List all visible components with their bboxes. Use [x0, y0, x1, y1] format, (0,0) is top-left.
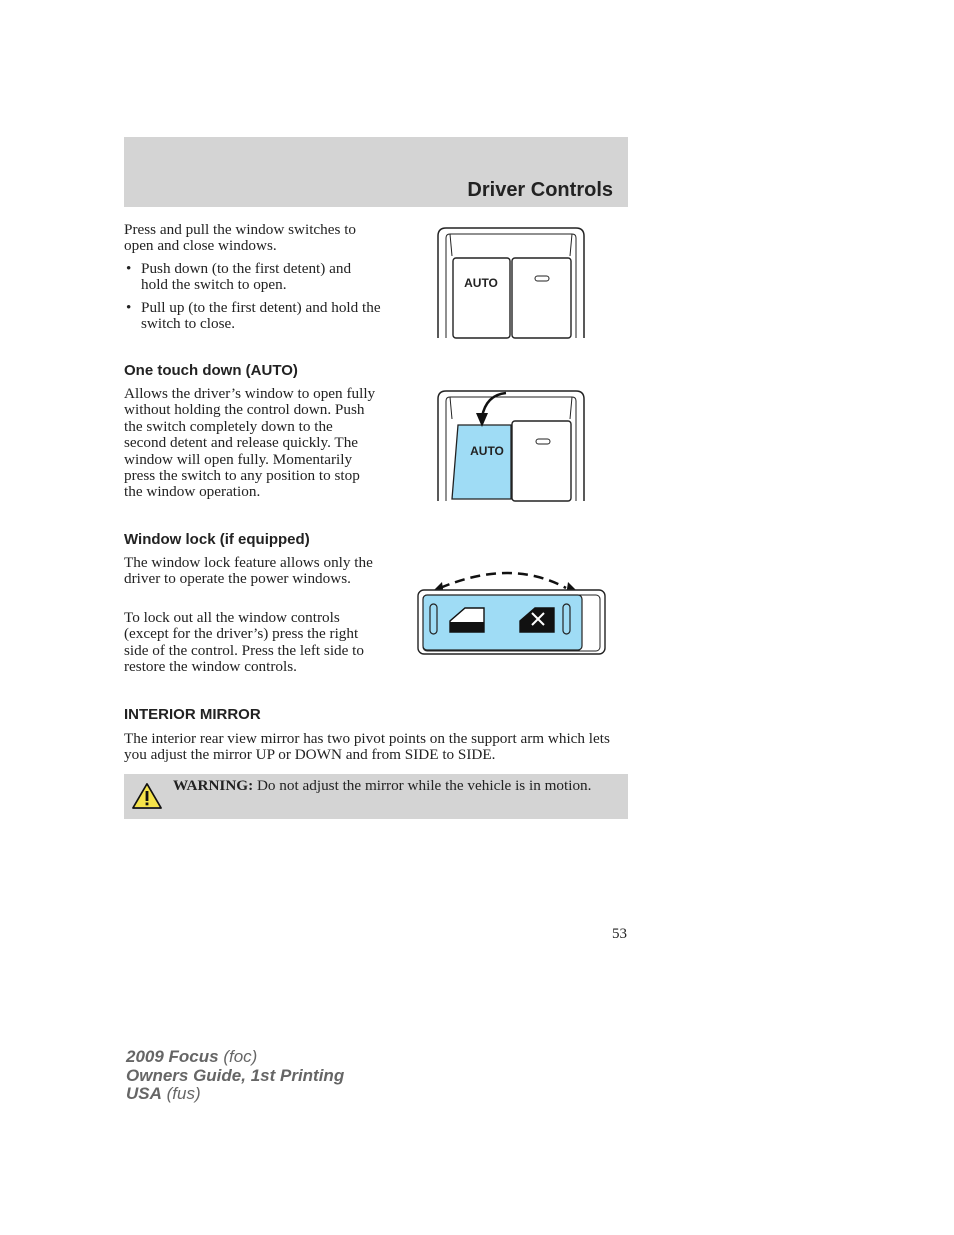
- footer-line-2: [126, 1067, 344, 1086]
- lock-paragraph-2: To lock out all the window controls (except for the driver’s) press the right side of the control. Press the left side to restore the window controls.: [124, 609, 364, 676]
- auto-heading: One touch down (AUTO): [124, 362, 298, 379]
- warning-triangle-icon: [131, 782, 163, 810]
- intro-paragraph: Press and pull the window switches to open and close windows.: [124, 221, 357, 255]
- footer: [126, 1048, 344, 1104]
- bullet-dot: •: [126, 260, 132, 277]
- footer-line-3: [126, 1085, 344, 1104]
- mirror-paragraph: The interior rear view mirror has two pivot points on the support arm which lets you adjust the mirror UP or DOWN and from SIDE to SIDE.: [124, 730, 610, 764]
- lock-heading: Window lock (if equipped): [124, 531, 310, 548]
- bullet-dot: •: [126, 299, 132, 316]
- footer-line-1: [126, 1048, 344, 1067]
- mirror-heading: INTERIOR MIRROR: [124, 706, 261, 723]
- auto-paragraph: Allows the driver’s window to open fully without holding the control down. Push the switch completely down to the second detent and release quickly. The window will open fully. Momentarily press the switch to any position to stop the window operation.: [124, 385, 376, 501]
- warning-label: WARNING:: [173, 777, 254, 794]
- footer-model-code: (foc): [223, 1047, 258, 1066]
- warning-box: [124, 774, 628, 819]
- page-number: 53: [612, 926, 627, 942]
- warning-text: [173, 778, 613, 794]
- section-title: Driver Controls: [467, 179, 613, 201]
- auto-switch-figure: [436, 389, 586, 503]
- footer-edition: Owners Guide, 1st Printing: [126, 1065, 345, 1085]
- window-switch-figure: [436, 226, 586, 340]
- footer-market-code: (fus): [166, 1084, 201, 1103]
- footer-market: USA: [126, 1084, 162, 1103]
- footer-model: 2009 Focus: [126, 1047, 219, 1066]
- switch-label: AUTO: [464, 276, 498, 290]
- warning-message: Do not adjust the mirror while the vehicle is in motion.: [256, 777, 592, 794]
- window-lock-figure: [416, 566, 608, 658]
- bullet-text: Pull up (to the first detent) and hold the switch to close.: [141, 299, 381, 333]
- section-header: [124, 137, 628, 207]
- bullet-text: Push down (to the first detent) and hold the switch to open.: [141, 260, 352, 294]
- lock-paragraph-1: The window lock feature allows only the driver to operate the power windows.: [124, 554, 373, 588]
- switch-label: AUTO: [470, 444, 504, 458]
